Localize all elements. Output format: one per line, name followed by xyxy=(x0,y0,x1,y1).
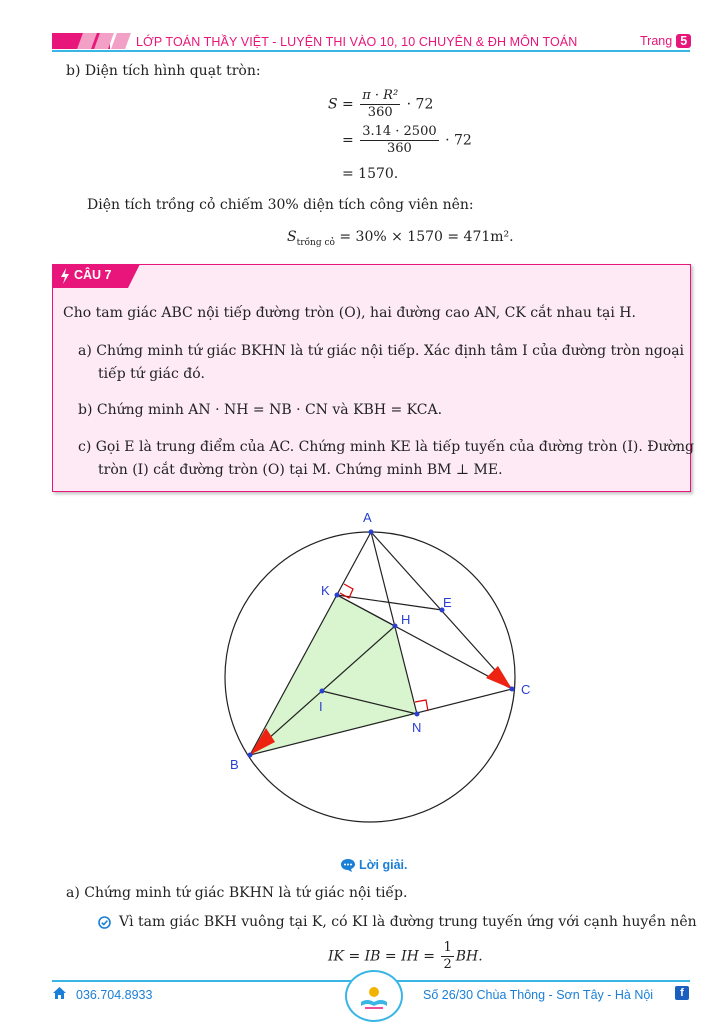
solution-a-reason: Vì tam giác BKH vuông tại K, có KI là đường trung tuyến ứng với cạnh huyền nên xyxy=(119,914,697,930)
solution-eq-lhs: IK = IB = IH = xyxy=(328,948,435,965)
page-label: Trang xyxy=(640,34,673,48)
point-h xyxy=(393,624,398,629)
grass-formula-subscript: trồng cỏ xyxy=(296,237,335,248)
question-tag-label: CÂU 7 xyxy=(74,268,112,282)
point-a xyxy=(369,530,374,535)
book-logo-icon xyxy=(347,972,401,1020)
label-a: A xyxy=(363,510,372,525)
eq1-denominator: 360 xyxy=(367,105,393,120)
right-angle-mark-n xyxy=(415,700,428,711)
quadrilateral-bkhn-fill xyxy=(250,595,417,755)
equation-line-3: = 1570. xyxy=(342,166,399,182)
part-b-label: b) Diện tích hình quạt tròn: xyxy=(66,63,261,79)
speech-bubble-icon xyxy=(340,858,356,872)
label-k: K xyxy=(321,583,330,598)
home-icon xyxy=(52,986,67,1000)
label-b: B xyxy=(230,757,239,772)
eq1-tail: · 72 xyxy=(406,96,434,113)
facebook-icon[interactable]: f xyxy=(675,986,689,1000)
eq1-lhs: S = xyxy=(328,96,354,113)
solution-eq-tail: BH. xyxy=(455,948,483,965)
question-intro: Cho tam giác ABC nội tiếp đường tròn (O), hai đường cao AN, CK cắt nhau tại H. xyxy=(63,305,636,321)
eq2-tail: · 72 xyxy=(445,132,472,149)
page-number: 5 xyxy=(676,34,691,48)
grass-formula-rhs: = 30% × 1570 = 471m². xyxy=(339,229,514,245)
point-i xyxy=(320,689,325,694)
label-c: C xyxy=(521,682,531,697)
point-c xyxy=(510,687,515,692)
footer-address: Số 26/30 Chùa Thông - Sơn Tây - Hà Nội xyxy=(423,988,654,1002)
grass-area-text: Diện tích trồng cỏ chiếm 30% diện tích công viên nên: xyxy=(87,197,474,213)
grass-formula-lhs: S xyxy=(287,229,297,245)
point-k xyxy=(335,593,340,598)
point-n xyxy=(415,712,420,717)
question-c-line-1: c) Gọi E là trung điểm của AC. Chứng minh KE là tiếp tuyến của đường tròn (I). Đường xyxy=(78,439,695,455)
question-b-line: b) Chứng minh AN · NH = NB · CN và KBH = KCA. xyxy=(78,402,443,418)
eq2-numerator: 3.14 · 2500 xyxy=(362,124,437,139)
eq2-sign: = xyxy=(342,132,354,149)
angle-mark-c xyxy=(486,666,512,689)
label-i: I xyxy=(319,699,323,714)
solution-title: Lời giải. xyxy=(359,858,408,872)
solution-equation xyxy=(328,940,483,973)
footer-phone: 036.704.8933 xyxy=(76,988,153,1002)
eq2-denominator: 360 xyxy=(386,141,412,156)
question-a-line-2: tiếp tứ giác đó. xyxy=(98,366,205,382)
check-circle-icon xyxy=(98,916,111,929)
question-a-line-1: a) Chứng minh tứ giác BKHN là tứ giác nội tiếp. Xác định tâm I của đường tròn ngoại xyxy=(78,343,685,359)
label-h: H xyxy=(401,612,411,627)
header-title: LỚP TOÁN THẦY VIỆT - LUYỆN THI VÀO 10, 10 CHUYÊN & ĐH MÔN TOÁN xyxy=(136,35,578,49)
solution-eq-denominator: 2 xyxy=(443,957,452,972)
footer-logo xyxy=(345,970,403,1022)
question-c-line-2: tròn (I) cắt đường tròn (O) tại M. Chứng minh BM ⊥ ME. xyxy=(98,462,503,478)
solution-a-heading: a) Chứng minh tứ giác BKHN là tứ giác nội tiếp. xyxy=(66,885,408,901)
solution-eq-fraction xyxy=(441,940,453,973)
solution-eq-numerator: 1 xyxy=(443,940,452,955)
label-n: N xyxy=(412,720,422,735)
label-e: E xyxy=(443,595,452,610)
eq1-numerator: π · R² xyxy=(362,88,399,103)
point-b xyxy=(248,753,253,758)
